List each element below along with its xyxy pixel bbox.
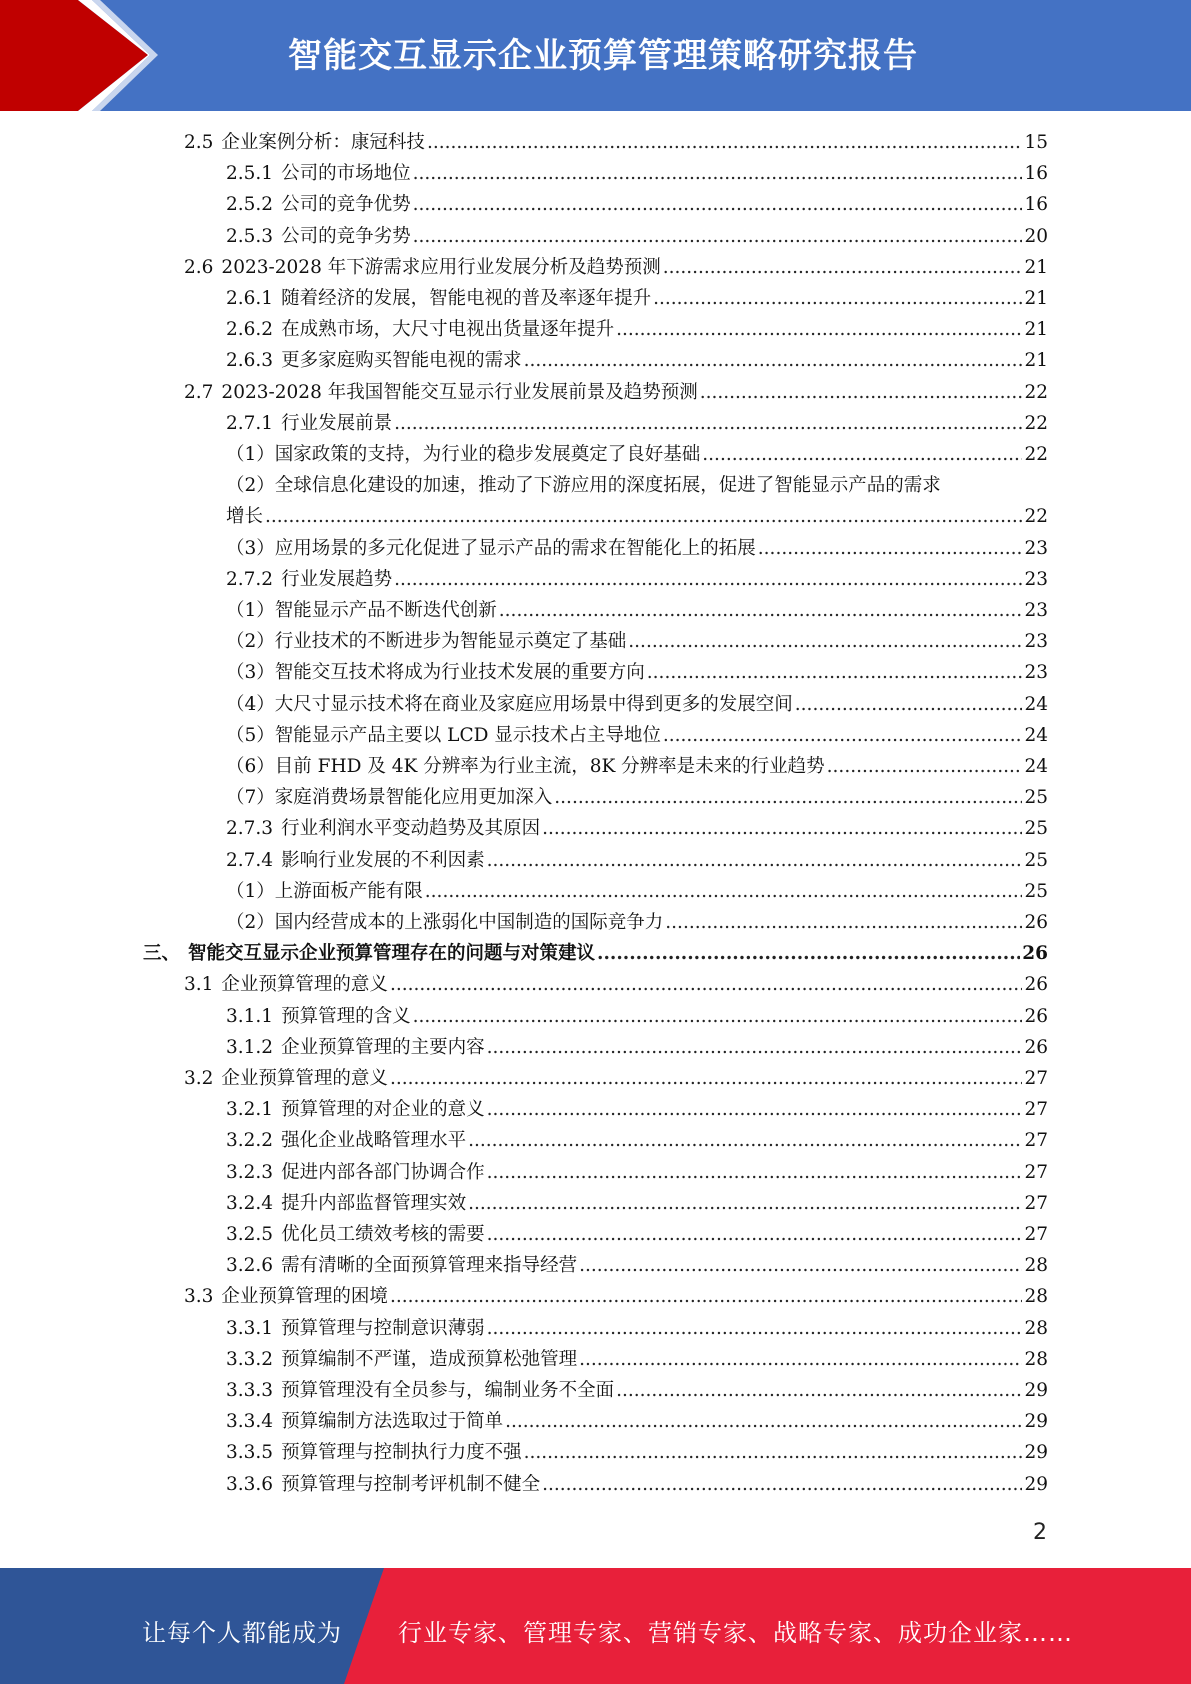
- toc-entry-page: 25: [1024, 787, 1048, 809]
- toc-entry-title: 预算编制方法选取过于简单: [281, 1411, 504, 1433]
- toc-entry[interactable]: [226, 440, 1048, 470]
- toc-entry-page: 24: [1024, 724, 1048, 746]
- toc-dot-leader: [265, 506, 1022, 527]
- toc-entry-page: 23: [1024, 600, 1048, 621]
- toc-entry[interactable]: [184, 1282, 1048, 1312]
- toc-entry-number: 2.7.4: [226, 849, 274, 871]
- toc-dot-leader: [413, 163, 1023, 184]
- toc-entry-page: 27: [1024, 1130, 1048, 1152]
- toc-entry[interactable]: [226, 1189, 1048, 1219]
- toc-dot-leader: [413, 1006, 1023, 1027]
- toc-entry-title: 行业发展前景: [281, 412, 393, 434]
- toc-entry-page: 26: [1024, 974, 1048, 996]
- toc-entry-title: 应用场景的多元化促进了显示产品的需求在智能化上的拓展: [274, 537, 756, 559]
- toc-entry-number: 2.5: [184, 132, 214, 153]
- toc-entry-title: 增长: [226, 506, 264, 528]
- toc-entry-page: 16: [1024, 163, 1048, 185]
- toc-dot-leader: [795, 694, 1023, 715]
- toc-dot-leader: [579, 1255, 1022, 1276]
- toc-dot-leader: [390, 1286, 1023, 1307]
- toc-entry-number: 3.2.4: [226, 1192, 274, 1214]
- toc-entry-title: 强化企业战略管理水平: [281, 1130, 467, 1152]
- toc-entry[interactable]: [226, 846, 1048, 876]
- toc-entry-number: 3.2.2: [226, 1130, 274, 1152]
- toc-entry-number: 2.5.2: [226, 194, 274, 216]
- toc-entry-number: 2.7.1: [226, 412, 274, 434]
- toc-entry-title: 随着经济的发展，智能电视的普及率逐年提升: [281, 288, 652, 309]
- toc-entry[interactable]: [226, 596, 1048, 626]
- toc-entry-number: （5）: [226, 724, 275, 746]
- toc-entry-number: （7）: [226, 787, 275, 809]
- toc-dot-leader: [394, 413, 1022, 434]
- toc-dot-leader: [487, 1162, 1023, 1183]
- toc-entry-number: 3.3: [184, 1286, 214, 1308]
- toc-entry-number: 3.1.2: [226, 1036, 274, 1058]
- footer-slogan-left: 让每个人都能成为: [142, 1619, 342, 1647]
- toc-entry[interactable]: [226, 222, 1048, 252]
- toc-entry-number: 2.7.3: [226, 818, 274, 840]
- toc-dot-leader: [542, 1474, 1022, 1495]
- toc-dot-leader: [487, 1318, 1023, 1339]
- toc-entry[interactable]: [184, 253, 1048, 283]
- toc-dot-leader: [597, 943, 1020, 964]
- toc-entry-title: 影响行业发展的不利因素: [281, 849, 485, 871]
- toc-entry-title: 预算管理的含义: [281, 1005, 411, 1027]
- toc-entry[interactable]: [226, 1126, 1048, 1156]
- toc-entry-number: 3.1: [184, 974, 214, 996]
- toc-entry[interactable]: [226, 1407, 1048, 1437]
- toc-entry[interactable]: [226, 1220, 1048, 1250]
- toc-entry-page: 21: [1024, 288, 1048, 309]
- toc-entry-page: 23: [1024, 631, 1048, 653]
- toc-dot-leader: [700, 382, 1023, 403]
- toc-entry-number: 3.3.4: [226, 1411, 274, 1433]
- toc-entry-number: （1）: [226, 880, 275, 902]
- toc-entry-page: 22: [1024, 381, 1048, 403]
- toc-entry-page: 24: [1024, 756, 1048, 777]
- toc-entry-number: （1）: [226, 600, 275, 621]
- toc-entry-page: 28: [1024, 1255, 1048, 1277]
- toc-entry-title: 2023-2028 年我国智能交互显示行业发展前景及趋势预测: [221, 381, 698, 403]
- toc-entry-number: 3.3.2: [226, 1348, 274, 1370]
- toc-dot-leader: [499, 600, 1023, 621]
- toc-entry-number: （4）: [226, 693, 275, 715]
- toc-entry-number: 2.5.3: [226, 225, 274, 247]
- toc-dot-leader: [653, 288, 1022, 309]
- toc-entry-page: 26: [1024, 1036, 1048, 1058]
- toc-dot-leader: [487, 1099, 1023, 1120]
- toc-dot-leader: [468, 1193, 1022, 1214]
- toc-dot-leader: [554, 787, 1022, 808]
- toc-entry[interactable]: [226, 783, 1048, 813]
- toc-entry[interactable]: [226, 284, 1048, 314]
- toc-entry-title: 提升内部监督管理实效: [281, 1192, 467, 1214]
- toc-entry-page: 28: [1024, 1317, 1048, 1339]
- toc-entry-title: 智能交互显示企业预算管理存在的问题与对策建议: [188, 943, 596, 965]
- toc-entry-page: 25: [1024, 880, 1048, 902]
- toc-entry-page: 24: [1024, 693, 1048, 715]
- toc-entry-title: 促进内部各部门协调合作: [281, 1161, 485, 1183]
- toc-entry-number: （2）: [226, 631, 275, 653]
- footer-slogan-right: 行业专家、管理专家、营销专家、战略专家、成功企业家……: [398, 1619, 1073, 1647]
- toc-entry-title: 大尺寸显示技术将在商业及家庭应用场景中得到更多的发展空间: [274, 693, 793, 715]
- toc-entry-title: 目前 FHD 及 4K 分辨率为行业主流，8K 分辨率是未来的行业趋势: [274, 756, 825, 777]
- toc-dot-leader: [758, 538, 1023, 559]
- toc-entry-number: （2）: [226, 475, 275, 497]
- toc-dot-leader: [524, 1442, 1023, 1463]
- toc-dot-leader: [542, 818, 1022, 839]
- toc-dot-leader: [616, 319, 1022, 340]
- toc-entry[interactable]: [226, 814, 1048, 844]
- toc-entry-title: 预算管理与控制执行力度不强: [281, 1442, 522, 1464]
- toc-entry-page: 26: [1024, 1005, 1048, 1027]
- toc-dot-leader: [413, 226, 1023, 247]
- toc-entry-title: 行业发展趋势: [281, 568, 393, 590]
- toc-entry-number: 3.3.6: [226, 1473, 274, 1495]
- toc-entry-page: 27: [1024, 1099, 1048, 1121]
- toc-entry[interactable]: [226, 159, 1048, 189]
- toc-entry-page: 21: [1024, 350, 1048, 372]
- toc-dot-leader: [647, 662, 1023, 683]
- toc-entry-number: 2.7.2: [226, 568, 274, 590]
- toc-entry-number: （3）: [226, 662, 275, 684]
- toc-dot-leader: [505, 1411, 1022, 1432]
- toc-entry[interactable]: [226, 1002, 1048, 1032]
- toc-entry[interactable]: [226, 315, 1048, 345]
- toc-entry-number: 2.6: [184, 256, 214, 278]
- toc-entry[interactable]: [226, 1033, 1048, 1063]
- toc-entry-title: 公司的竞争优势: [281, 194, 411, 216]
- toc-entry[interactable]: [226, 1345, 1048, 1375]
- toc-dot-leader: [487, 1037, 1023, 1058]
- toc-entry-page: 25: [1024, 849, 1048, 871]
- toc-entry[interactable]: [226, 690, 1048, 720]
- toc-entry-title: 在成熟市场，大尺寸电视出货量逐年提升: [281, 319, 615, 341]
- toc-entry-title: 企业案例分析：康冠科技: [221, 132, 425, 153]
- toc-entry-title: 全球信息化建设的加速，推动了下游应用的深度拓展，促进了智能显示产品的需求: [274, 475, 941, 497]
- toc-dot-leader: [390, 1068, 1023, 1089]
- toc-entry[interactable]: [226, 190, 1048, 220]
- toc-entry-title: 预算管理与控制考评机制不健全: [281, 1473, 541, 1495]
- toc-entry[interactable]: [226, 1251, 1048, 1281]
- toc-dot-leader: [663, 257, 1023, 278]
- toc-entry-number: （6）: [226, 756, 275, 777]
- toc-entry-number: 3.3.1: [226, 1317, 274, 1339]
- page-header: [0, 0, 1191, 111]
- toc-entry-page: 29: [1024, 1473, 1048, 1495]
- toc-entry-number: 3.2: [184, 1068, 214, 1089]
- toc-entry-title: 预算管理与控制意识薄弱: [281, 1317, 485, 1339]
- toc-dot-leader: [394, 569, 1022, 590]
- toc-entry-title: 上游面板产能有限: [274, 880, 423, 902]
- toc-entry-number: （1）: [226, 444, 275, 465]
- toc-entry-number: 2.7: [184, 381, 214, 403]
- toc-entry[interactable]: [226, 1158, 1048, 1188]
- toc-entry[interactable]: [226, 409, 1048, 439]
- toc-entry[interactable]: [226, 1376, 1048, 1406]
- toc-entry-page: 28: [1024, 1286, 1048, 1308]
- toc-entry-number: （3）: [226, 537, 275, 559]
- toc-dot-leader: [413, 194, 1023, 215]
- toc-dot-leader: [628, 631, 1022, 652]
- toc-dot-leader: [702, 444, 1022, 465]
- toc-entry-page: 29: [1024, 1411, 1048, 1433]
- toc-entry-page: 27: [1024, 1161, 1048, 1183]
- toc-entry-title: 预算编制不严谨，造成预算松弛管理: [281, 1348, 578, 1370]
- toc-entry-number: 2.6.1: [226, 288, 274, 309]
- toc-entry-title: 智能显示产品不断迭代创新: [274, 600, 497, 621]
- toc-entry-title: 智能显示产品主要以 LCD 显示技术占主导地位: [274, 724, 661, 746]
- toc-entry-title: 公司的竞争劣势: [281, 225, 411, 247]
- toc-entry-title: 优化员工绩效考核的需要: [281, 1224, 485, 1245]
- toc-entry-page: 23: [1024, 662, 1048, 684]
- toc-entry[interactable]: [226, 1438, 1048, 1468]
- toc-entry-title: 行业技术的不断进步为智能显示奠定了基础: [274, 631, 627, 653]
- toc-entry[interactable]: [226, 721, 1048, 751]
- toc-entry[interactable]: [226, 534, 1048, 564]
- toc-entry-title: 国内经营成本的上涨弱化中国制造的国际竞争力: [274, 912, 664, 933]
- toc-entry[interactable]: [226, 502, 1048, 532]
- toc-entry[interactable]: [226, 627, 1048, 657]
- toc-entry[interactable]: [226, 908, 1048, 938]
- toc-entry-page: 15: [1024, 132, 1048, 153]
- page-footer: [0, 1568, 1191, 1684]
- toc-entry-title: 家庭消费场景智能化应用更加深入: [274, 787, 553, 809]
- toc-entry[interactable]: [226, 346, 1048, 376]
- toc-entry-title: 需有清晰的全面预算管理来指导经营: [281, 1255, 578, 1277]
- toc-entry-number: 3.2.5: [226, 1224, 274, 1245]
- toc-dot-leader: [390, 974, 1023, 995]
- toc-entry[interactable]: [226, 752, 1048, 782]
- toc-entry-title: 企业预算管理的困境: [221, 1286, 388, 1308]
- toc-entry[interactable]: [184, 1064, 1048, 1094]
- toc-entry[interactable]: [184, 378, 1048, 408]
- toc-entry-number: 2.5.1: [226, 163, 274, 185]
- toc-dot-leader: [425, 881, 1023, 902]
- toc-entry[interactable]: [226, 1095, 1048, 1125]
- toc-entry-title: 行业利润水平变动趋势及其原因: [281, 818, 541, 840]
- toc-entry-title: 智能交互技术将成为行业技术发展的重要方向: [274, 662, 645, 684]
- toc-dot-leader: [427, 132, 1023, 153]
- toc-entry-page: 23: [1024, 537, 1048, 559]
- toc-entry-number: 3.2.6: [226, 1255, 274, 1277]
- toc-dot-leader: [827, 756, 1023, 777]
- toc-entry-page: 26: [1024, 912, 1048, 933]
- report-title: 智能交互显示企业预算管理策略研究报告: [288, 36, 918, 76]
- toc-entry-number: （2）: [226, 912, 275, 933]
- toc-entry-page: 29: [1024, 1442, 1048, 1464]
- toc-entry-title: 企业预算管理的主要内容: [281, 1036, 485, 1058]
- toc-dot-leader: [616, 1380, 1022, 1401]
- toc-entry-page: 25: [1024, 818, 1048, 840]
- toc-dot-leader: [665, 912, 1022, 933]
- toc-entry-page: 16: [1024, 194, 1048, 216]
- toc-entry[interactable]: [226, 1314, 1048, 1344]
- toc-entry-number: 2.6.2: [226, 319, 274, 341]
- toc-entry-page: 22: [1024, 506, 1048, 528]
- toc-entry-page: 21: [1024, 319, 1048, 341]
- toc-dot-leader: [468, 1130, 1022, 1151]
- toc-entry[interactable]: [184, 128, 1048, 158]
- toc-entry[interactable]: [184, 970, 1048, 1000]
- toc-entry-number: 3.3.5: [226, 1442, 274, 1464]
- toc-entry-page: 23: [1024, 568, 1048, 590]
- toc-entry-number: 3.2.1: [226, 1099, 274, 1121]
- toc-entry-title: 国家政策的支持，为行业的稳步发展奠定了良好基础: [274, 444, 701, 465]
- toc-dot-leader: [487, 1224, 1023, 1245]
- toc-entry-number: 3.2.3: [226, 1161, 274, 1183]
- toc-entry-number: 三、: [143, 943, 181, 965]
- toc-dot-leader: [524, 350, 1023, 371]
- toc-entry[interactable]: [226, 471, 1048, 501]
- toc-entry-page: 27: [1024, 1192, 1048, 1214]
- toc-entry-title: 企业预算管理的意义: [221, 1068, 388, 1089]
- toc-entry-page: 22: [1024, 412, 1048, 434]
- toc-entry-title: 2023-2028 年下游需求应用行业发展分析及趋势预测: [221, 256, 661, 278]
- toc-entry-page: 27: [1024, 1068, 1048, 1089]
- toc-entry-title: 企业预算管理的意义: [221, 974, 388, 996]
- toc-entry-page: 26: [1022, 943, 1048, 965]
- toc-entry[interactable]: [226, 565, 1048, 595]
- toc-entry-title: 公司的市场地位: [281, 163, 411, 185]
- toc-entry-page: 29: [1024, 1380, 1048, 1401]
- toc-dot-leader: [487, 850, 1023, 871]
- toc-entry-title: 预算管理没有全员参与，编制业务不全面: [281, 1380, 615, 1401]
- toc-entry-number: 3.3.3: [226, 1380, 274, 1401]
- toc-entry-title: 预算管理的对企业的意义: [281, 1099, 485, 1121]
- toc-entry-page: 21: [1024, 256, 1048, 278]
- toc-entry-page: 22: [1024, 444, 1048, 465]
- toc-entry-title: 更多家庭购买智能电视的需求: [281, 350, 522, 372]
- page-number: 2: [1033, 1520, 1047, 1545]
- toc-dot-leader: [579, 1349, 1022, 1370]
- toc-dot-leader: [663, 725, 1023, 746]
- toc-entry[interactable]: [226, 658, 1048, 688]
- toc-entry[interactable]: [226, 877, 1048, 907]
- toc-entry-number: 3.1.1: [226, 1005, 274, 1027]
- toc-entry[interactable]: [143, 939, 1048, 969]
- toc-entry-page: 27: [1024, 1224, 1048, 1245]
- toc-entry[interactable]: [226, 1470, 1048, 1500]
- toc-entry-number: 2.6.3: [226, 350, 274, 372]
- toc-entry-page: 20: [1024, 225, 1048, 247]
- toc-entry-page: 28: [1024, 1348, 1048, 1370]
